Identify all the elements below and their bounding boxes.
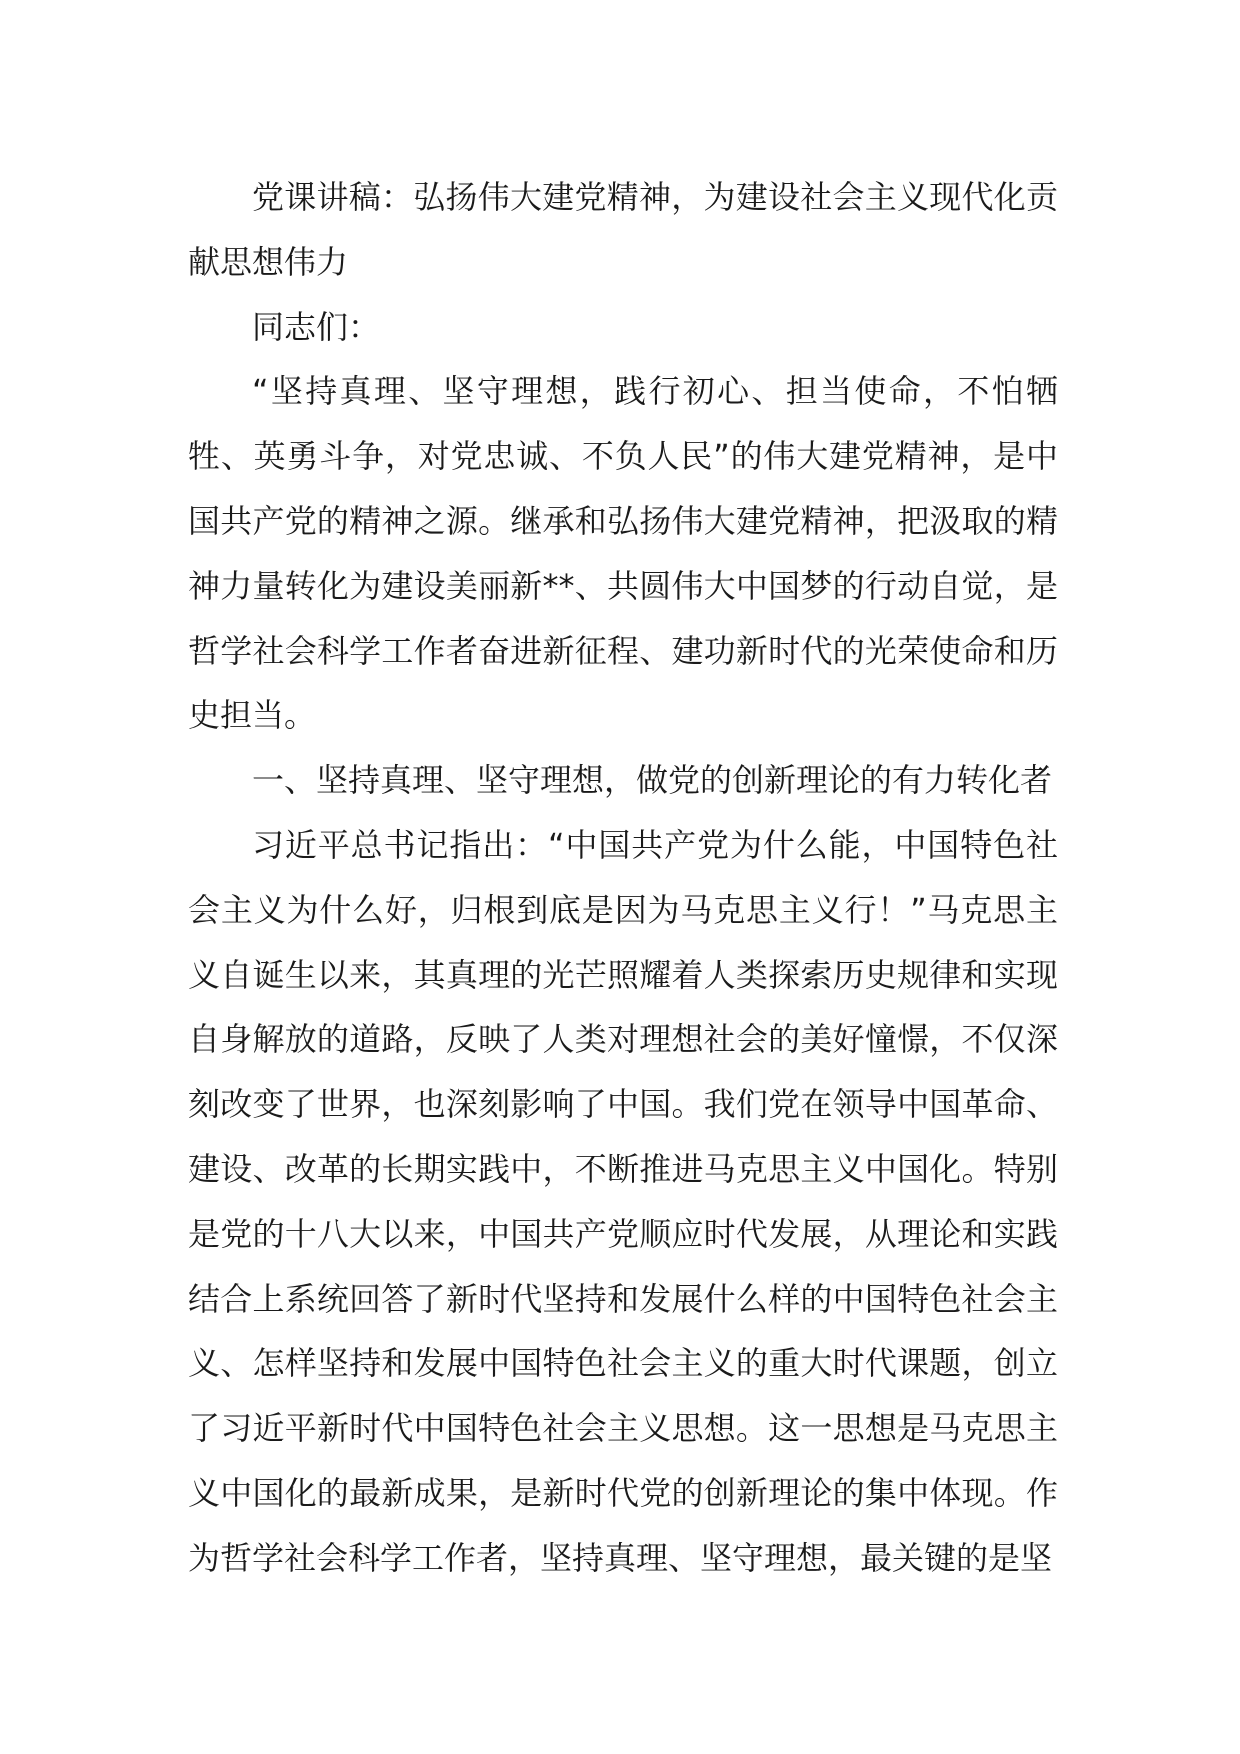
salutation: 同志们： — [252, 307, 381, 346]
intro-paragraph: “坚持真理、坚守理想，践行初心、担当使命，不怕牺牲、英勇斗争，对党忠诚、不负人民”的伟大建党精神，是中国共产党的精神之源。继承和弘扬伟大建党精神，把汲取的精神力量转化为建设美丽新**、共圆伟大中国梦的行动自觉，是哲学社会科学工作者奋进新征程、建功新时代的光荣使命和历史担当。 — [188, 372, 1058, 735]
document-title: 党课讲稿：弘扬伟大建党精神，为建设社会主义现代化贡献思想伟力 — [188, 178, 1058, 281]
document-body — [188, 165, 1058, 1591]
section-heading: 一、坚持真理、坚守理想，做党的创新理论的有力转化者 — [252, 761, 1053, 800]
body-paragraph: 习近平总书记指出：“中国共产党为什么能，中国特色社会主义为什么好，归根到底是因为马克思主义行！”马克思主义自诞生以来，其真理的光芒照耀着人类探索历史规律和实现自身解放的道路，反映了人类对理想社会的美好憧憬，不仅深刻改变了世界，也深刻影响了中国。我们党在领导中国革命、建设、改革的长期实践中，不断推进马克思主义中国化。特别是党的十八大以来，中国共产党顺应时代发展，从理论和实践结合上系统回答了新时代坚持和发展什么样的中国特色社会主义、怎样坚持和发展中国特色社会主义的重大时代课题，创立了习近平新时代中国特色社会主义思想。这一思想是马克思主义中国化的最新成果，是新时代党的创新理论的集中体现。作为哲学社会科学工作者，坚持真理、坚守理想，最关键的是坚 — [188, 825, 1058, 1577]
